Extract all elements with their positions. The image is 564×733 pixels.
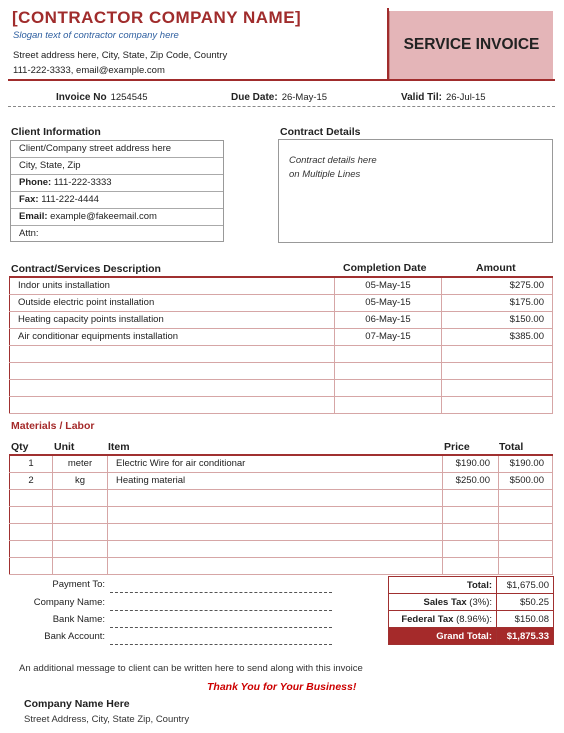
contract-details-line-2: on Multiple Lines (289, 169, 361, 180)
total-row (389, 577, 554, 594)
service-amount (442, 379, 553, 396)
service-amount (442, 396, 553, 413)
client-fax-value: 111-222-4444 (41, 194, 99, 205)
thank-you-message: Thank You for Your Business! (207, 681, 357, 693)
materials-col-unit: Unit (54, 441, 75, 453)
due-date-label: Due Date: (231, 92, 278, 103)
service-description (10, 396, 335, 413)
client-phone-value: 111-222-3333 (53, 177, 112, 188)
client-info-heading: Client Information (11, 126, 101, 138)
invoice-number-value: 1254545 (110, 92, 148, 103)
grand-total-value: $1,875.33 (497, 628, 554, 645)
service-amount (442, 345, 553, 362)
material-qty (10, 557, 53, 574)
services-col-completion-date: Completion Date (343, 262, 427, 274)
service-amount: $385.00 (442, 328, 553, 345)
company-name: [CONTRACTOR COMPANY NAME] (12, 8, 302, 27)
client-fax-label: Fax: (19, 194, 39, 205)
sales-tax-value: $50.25 (497, 594, 554, 611)
material-row (10, 455, 553, 472)
service-description: Heating capacity points installation (10, 311, 335, 328)
grand-total-label: Grand Total: (389, 628, 497, 645)
material-price (443, 540, 499, 557)
federal-tax-label-text: Federal Tax (401, 613, 454, 625)
material-qty (10, 506, 53, 523)
material-item (108, 523, 443, 540)
federal-tax-value: $150.08 (497, 611, 554, 628)
sales-tax-label (389, 594, 497, 611)
service-row (10, 345, 553, 362)
service-row (10, 294, 553, 311)
service-completion-date (335, 362, 442, 379)
materials-table (9, 454, 553, 575)
materials-col-total: Total (499, 441, 524, 453)
services-col-description: Contract/Services Description (11, 263, 161, 275)
header-rule (8, 79, 555, 81)
material-row (10, 557, 553, 574)
service-row (10, 277, 553, 294)
material-item (108, 557, 443, 574)
material-price (443, 506, 499, 523)
material-item: Electric Wire for air conditionar (108, 455, 443, 472)
client-phone-label: Phone: (19, 177, 52, 188)
invoice-number (56, 92, 148, 103)
invoice-title-box (389, 11, 553, 79)
material-row (10, 540, 553, 557)
service-row (10, 362, 553, 379)
material-row (10, 489, 553, 506)
invoice-number-label: Invoice No (56, 92, 107, 103)
service-completion-date: 05-May-15 (335, 294, 442, 311)
footer-company-address: Street Address, City, State Zip, Country (24, 714, 190, 725)
service-completion-date: 06-May-15 (335, 311, 442, 328)
client-email-label: Email: (19, 211, 48, 222)
payment-company-label: Company Name: (33, 597, 105, 608)
client-street: Client/Company street address here (11, 141, 223, 158)
client-email-value: example@fakeemail.com (50, 211, 157, 222)
contract-details-box (278, 139, 553, 243)
material-total: $500.00 (499, 472, 553, 489)
payment-bank-name-line (110, 627, 332, 628)
material-qty (10, 540, 53, 557)
payment-company-line (110, 610, 332, 611)
payment-bank-account-label: Bank Account: (44, 631, 105, 642)
valid-til (401, 92, 486, 103)
material-unit: meter (53, 455, 108, 472)
materials-col-item: Item (108, 441, 130, 453)
additional-message: An additional message to client can be written here to send along with this invoice (19, 663, 363, 674)
payment-bank-name-label: Bank Name: (52, 614, 105, 625)
contract-details-line-1: Contract details here (289, 155, 377, 166)
grand-total-row (389, 628, 554, 645)
material-total (499, 506, 553, 523)
due-date (231, 92, 327, 103)
company-slogan: Slogan text of contractor company here (13, 30, 179, 41)
valid-til-value: 26-Jul-15 (445, 92, 486, 103)
service-completion-date (335, 379, 442, 396)
client-attn: Attn: (19, 228, 39, 239)
material-unit (53, 489, 108, 506)
material-total (499, 489, 553, 506)
material-unit (53, 540, 108, 557)
service-row (10, 379, 553, 396)
payment-to-label: Payment To: (52, 579, 105, 590)
federal-tax-row (389, 611, 554, 628)
material-item (108, 506, 443, 523)
service-description (10, 379, 335, 396)
client-info-box (10, 140, 224, 242)
service-completion-date (335, 345, 442, 362)
material-item: Heating material (108, 472, 443, 489)
sales-tax-rate: (3%): (469, 596, 492, 608)
client-city: City, State, Zip (11, 158, 223, 175)
federal-tax-label (389, 611, 497, 628)
total-value: $1,675.00 (497, 577, 554, 594)
footer-company-name: Company Name Here (24, 698, 130, 710)
totals-table (388, 576, 554, 645)
materials-heading: Materials / Labor (11, 420, 95, 432)
materials-col-price: Price (444, 441, 470, 453)
total-label: Total: (389, 577, 497, 594)
payment-bank-account-line (110, 644, 332, 645)
company-contact: 111-222-3333, email@example.com (13, 65, 165, 76)
service-description: Indor units installation (10, 277, 335, 294)
material-qty (10, 489, 53, 506)
service-row (10, 311, 553, 328)
service-amount: $275.00 (442, 277, 553, 294)
material-qty: 2 (10, 472, 53, 489)
services-table (9, 276, 553, 414)
service-completion-date: 05-May-15 (335, 277, 442, 294)
material-price (443, 523, 499, 540)
service-amount (442, 362, 553, 379)
material-total (499, 540, 553, 557)
service-completion-date: 07-May-15 (335, 328, 442, 345)
material-price (443, 489, 499, 506)
company-address: Street address here, City, State, Zip Code, Country (13, 50, 228, 61)
material-row (10, 506, 553, 523)
due-date-value: 26-May-15 (281, 92, 328, 103)
material-unit (53, 506, 108, 523)
service-description (10, 345, 335, 362)
invoice-title: SERVICE INVOICE (403, 36, 540, 53)
service-amount: $175.00 (442, 294, 553, 311)
material-price: $250.00 (443, 472, 499, 489)
service-row (10, 396, 553, 413)
material-item (108, 489, 443, 506)
client-phone (11, 175, 223, 192)
service-completion-date (335, 396, 442, 413)
info-row-rule (8, 106, 555, 107)
federal-tax-rate: (8.96%): (456, 613, 492, 625)
service-description: Air conditionar equipments installation (10, 328, 335, 345)
material-item (108, 540, 443, 557)
material-unit (53, 523, 108, 540)
contract-details-heading: Contract Details (280, 126, 361, 138)
material-row (10, 472, 553, 489)
material-total (499, 557, 553, 574)
material-qty: 1 (10, 455, 53, 472)
service-description (10, 362, 335, 379)
material-unit (53, 557, 108, 574)
material-price: $190.00 (443, 455, 499, 472)
services-col-amount: Amount (476, 262, 516, 274)
sales-tax-row (389, 594, 554, 611)
material-qty (10, 523, 53, 540)
material-unit: kg (53, 472, 108, 489)
client-email (11, 209, 223, 226)
payment-to-line (110, 592, 332, 593)
sales-tax-label-text: Sales Tax (423, 596, 467, 608)
service-amount: $150.00 (442, 311, 553, 328)
service-row (10, 328, 553, 345)
client-fax (11, 192, 223, 209)
materials-col-qty: Qty (11, 441, 29, 453)
material-price (443, 557, 499, 574)
material-total (499, 523, 553, 540)
material-row (10, 523, 553, 540)
valid-til-label: Valid Til: (401, 92, 442, 103)
material-total: $190.00 (499, 455, 553, 472)
service-description: Outside electric point installation (10, 294, 335, 311)
